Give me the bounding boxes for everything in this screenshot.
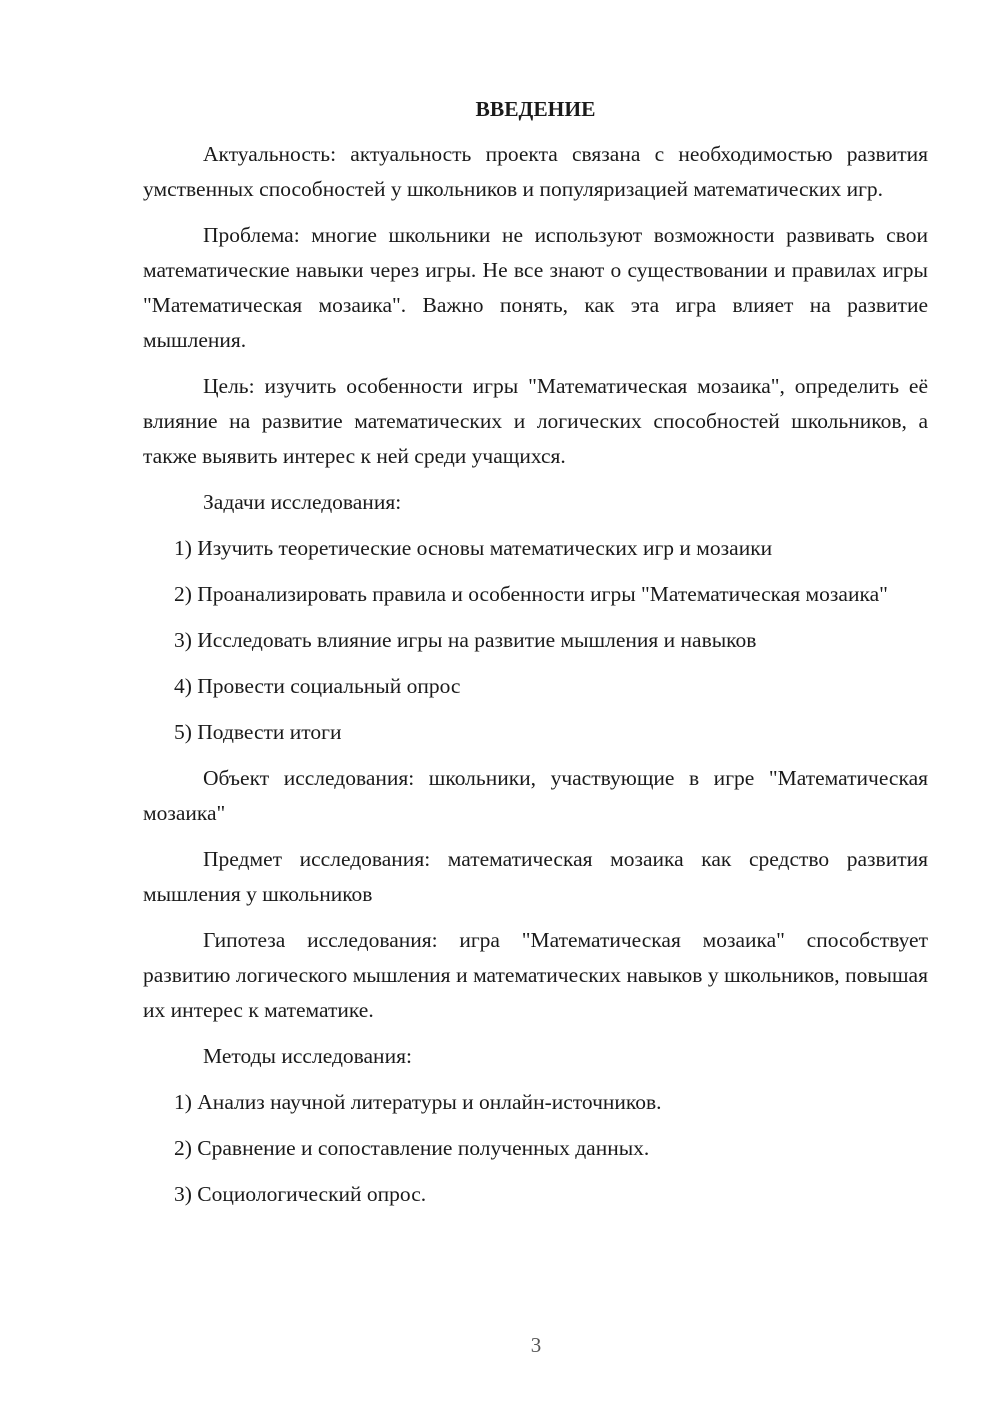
task-item-1: 1) Изучить теоретические основы математических игр и мозаики [174, 536, 773, 560]
paragraph-hypothesis: Гипотеза исследования: игра "Математическая мозаика" способствует развитию логического мышления и математических навыков у школьников, повышая их интерес к математике. [143, 928, 928, 1022]
paragraph-subject: Предмет исследования: математическая мозаика как средство развития мышления у школьников [143, 847, 928, 906]
task-item-3: 3) Исследовать влияние игры на развитие мышления и навыков [174, 628, 757, 652]
paragraph-relevance: Актуальность: актуальность проекта связана с необходимостью развития умственных способностей у школьников и популяризацией математических игр. [143, 142, 928, 201]
paragraph-tasks-heading: Задачи исследования: [203, 490, 402, 514]
page-number: 3 [530, 1333, 542, 1357]
paragraph-object: Объект исследования: школьники, участвующие в игре "Математическая мозаика" [143, 766, 928, 825]
task-item-4: 4) Провести социальный опрос [174, 674, 461, 698]
paragraph-methods-heading: Методы исследования: [203, 1044, 412, 1068]
section-title: ВВЕДЕНИЕ [475, 97, 596, 121]
paragraph-goal: Цель: изучить особенности игры "Математическая мозаика", определить её влияние на развитие математических и логических способностей школьников, а также выявить интерес к ней среди учащихся. [143, 374, 928, 468]
method-item-1: 1) Анализ научной литературы и онлайн-источников. [174, 1090, 662, 1114]
task-item-2: 2) Проанализировать правила и особенности игры "Математическая мозаика" [174, 582, 888, 606]
method-item-3: 3) Социологический опрос. [174, 1182, 427, 1206]
paragraph-problem: Проблема: многие школьники не используют возможности развивать свои математические навыки через игры. Не все знают о существовании и правилах игры "Математическая мозаика". Важно понять, как эта игра влияет на развитие мышления. [143, 223, 928, 352]
task-item-5: 5) Подвести итоги [174, 720, 342, 744]
method-item-2: 2) Сравнение и сопоставление полученных данных. [174, 1136, 650, 1160]
document-page [143, 92, 928, 1223]
